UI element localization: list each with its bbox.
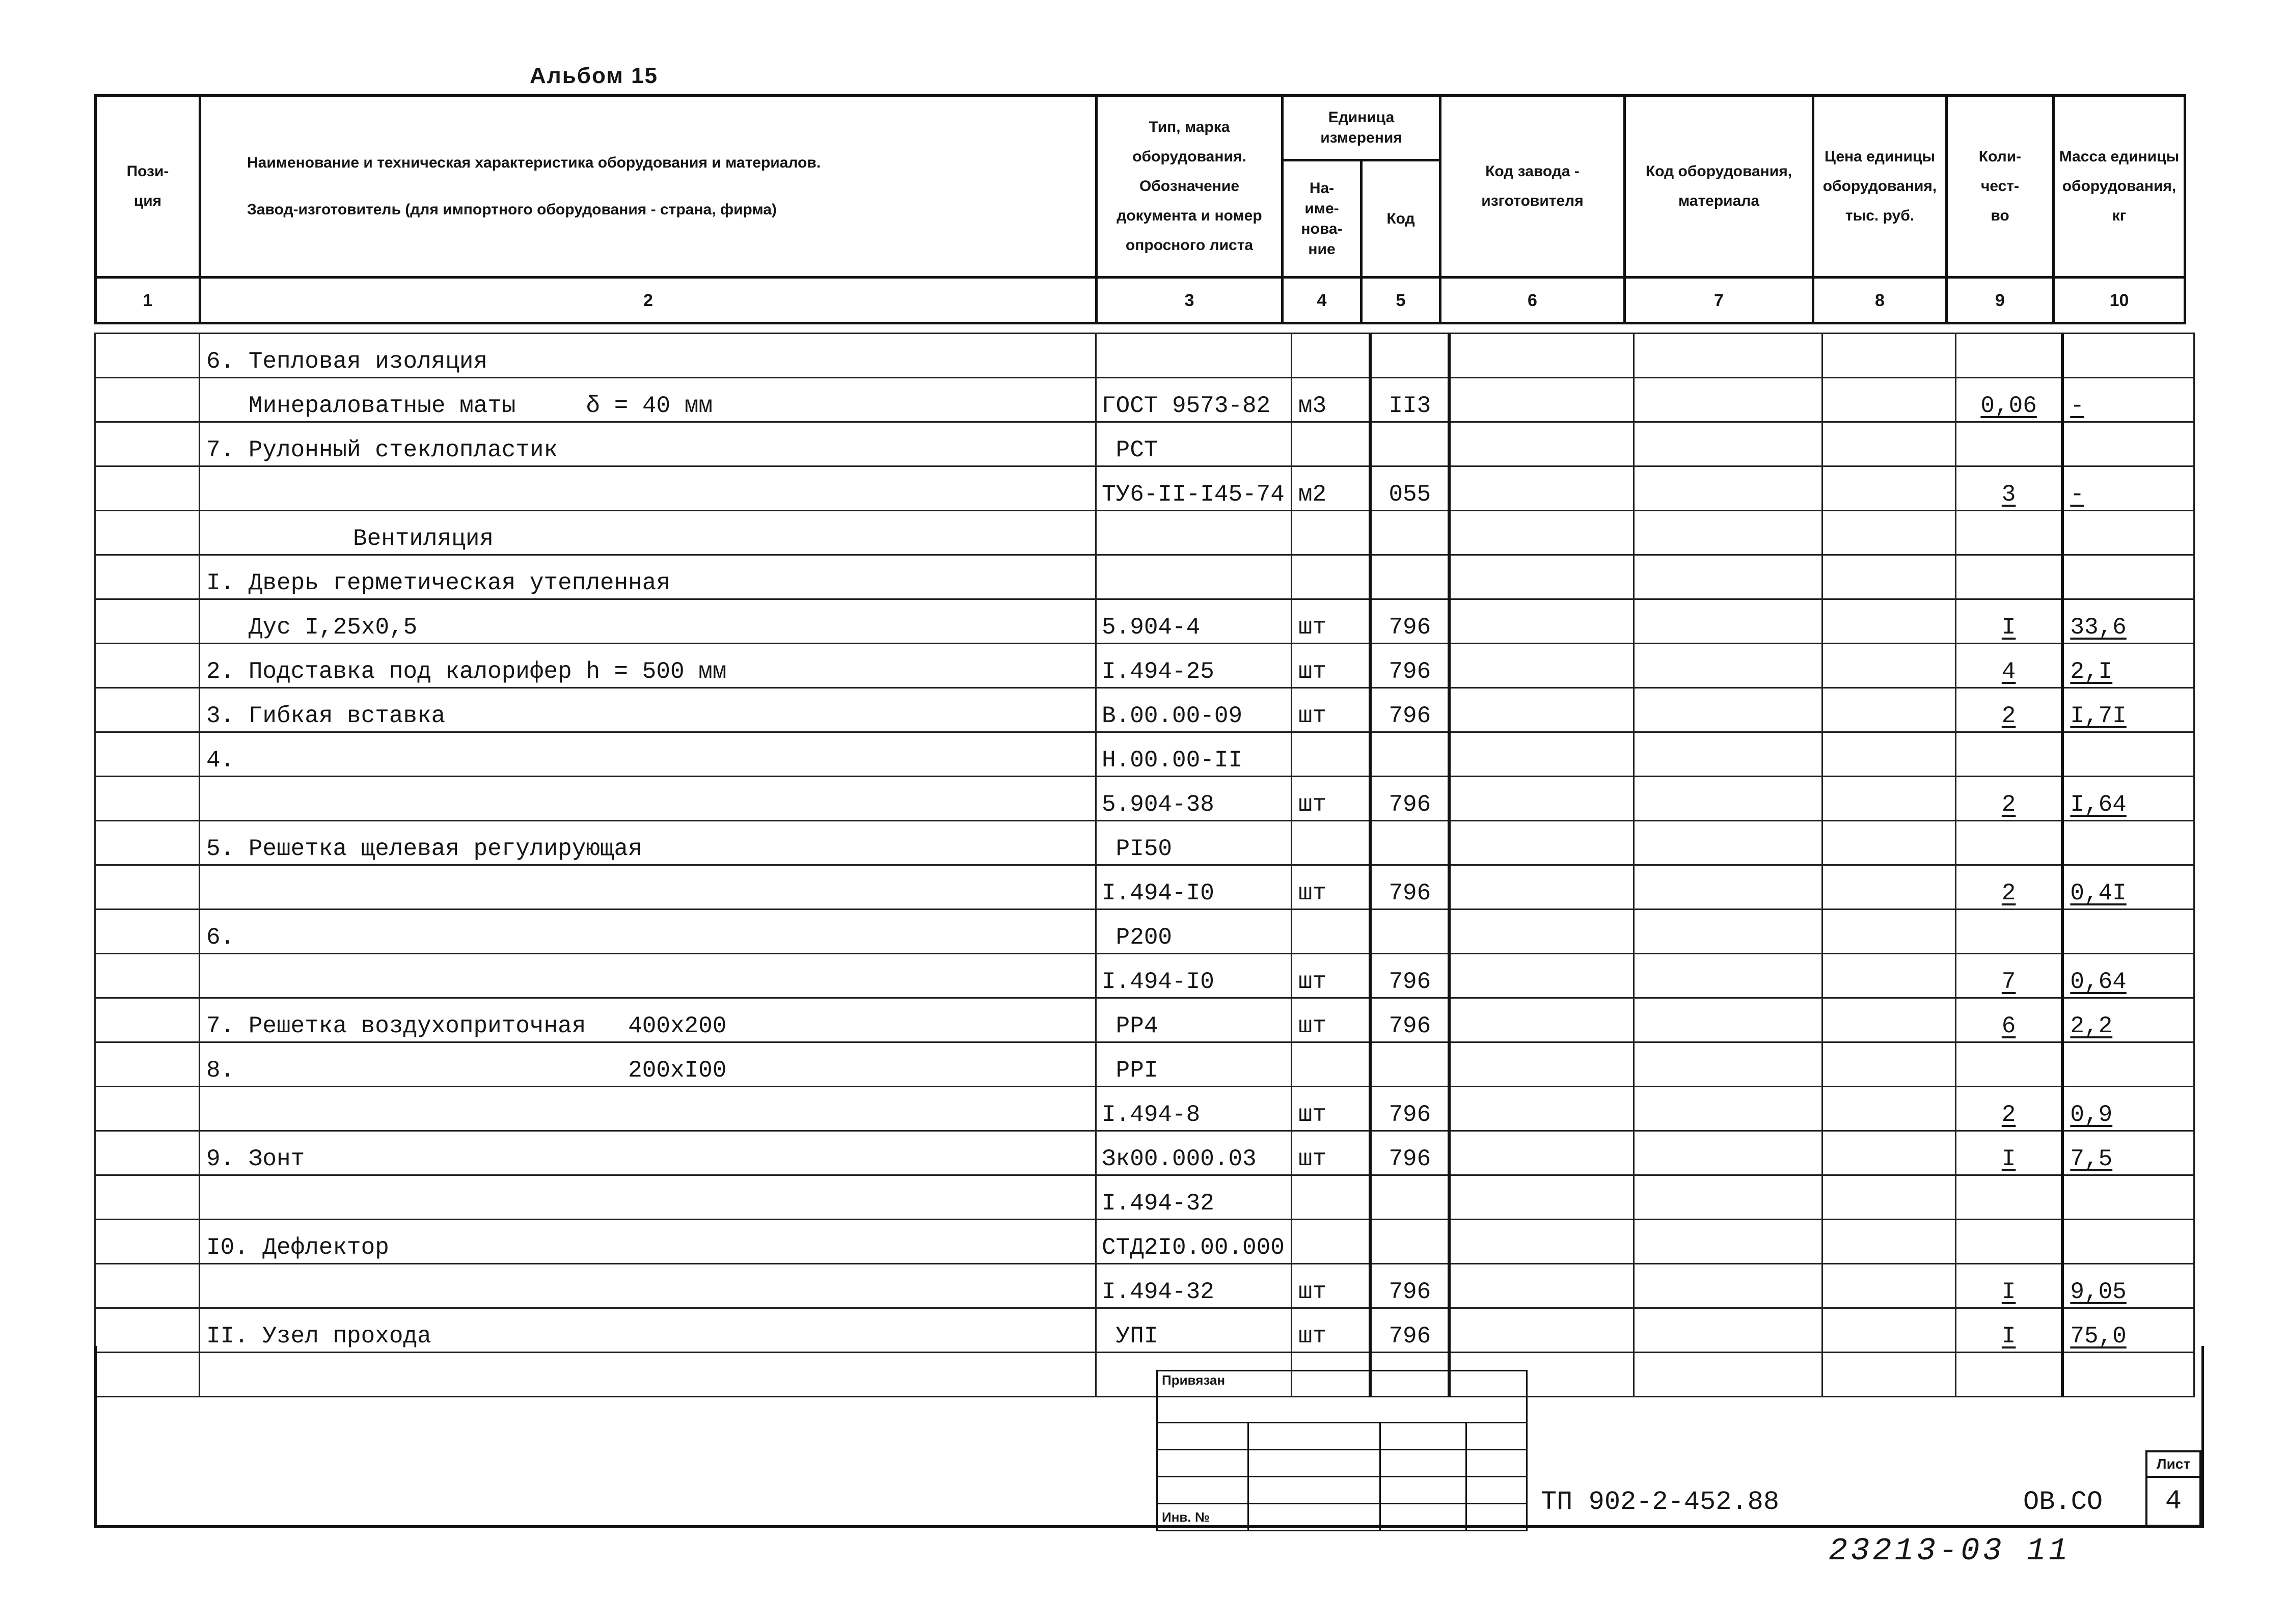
cell-unit-code: 796 bbox=[1370, 998, 1449, 1042]
cell-unit-code bbox=[1370, 1175, 1449, 1220]
cell-quantity bbox=[1955, 910, 2062, 954]
approval-stamp bbox=[1156, 1370, 1528, 1531]
cell-quantity: 2 bbox=[1955, 1087, 2062, 1131]
cell-unit bbox=[1291, 910, 1370, 954]
header-number: 9 bbox=[1947, 278, 2054, 323]
cell-unit-code bbox=[1370, 732, 1449, 777]
cell-document: PI50 bbox=[1096, 821, 1292, 865]
cell-position bbox=[95, 1264, 200, 1308]
cell-position bbox=[95, 910, 200, 954]
cell-plant-code bbox=[1449, 422, 1634, 466]
cell-equipment-code bbox=[1634, 865, 1822, 910]
cell-document: I.494-8 bbox=[1096, 1087, 1292, 1131]
cell-plant-code bbox=[1449, 555, 1634, 599]
cell-mass bbox=[2062, 422, 2194, 466]
cell-quantity: 2 bbox=[1955, 777, 2062, 821]
cell-position bbox=[95, 378, 200, 422]
cell-plant-code bbox=[1449, 1131, 1634, 1175]
cell-name: II. Узел прохода bbox=[200, 1308, 1096, 1353]
sheet-number: 4 bbox=[2146, 1477, 2200, 1526]
header-number: 10 bbox=[2054, 278, 2185, 323]
cell-name bbox=[200, 777, 1096, 821]
cell-equipment-code bbox=[1634, 688, 1822, 732]
cell-unit: шт bbox=[1291, 1308, 1370, 1353]
cell-unit-code bbox=[1370, 555, 1449, 599]
cell-price bbox=[1822, 422, 1955, 466]
cell-name bbox=[200, 865, 1096, 910]
cell-plant-code bbox=[1449, 1264, 1634, 1308]
cell-equipment-code bbox=[1634, 954, 1822, 998]
cell-unit: шт bbox=[1291, 954, 1370, 998]
cell-mass: - bbox=[2062, 378, 2194, 422]
table-row bbox=[95, 910, 2194, 954]
cell-document bbox=[1096, 511, 1292, 555]
cell-mass: - bbox=[2062, 466, 2194, 511]
cell-position bbox=[95, 1175, 200, 1220]
cell-document: В.00.00-09 bbox=[1096, 688, 1292, 732]
header-unit-group: Единица измерения bbox=[1283, 96, 1440, 160]
cell-quantity: 3 bbox=[1955, 466, 2062, 511]
inventory-label: Инв. № bbox=[1157, 1504, 1248, 1531]
cell-unit-code bbox=[1370, 334, 1449, 378]
cell-price bbox=[1822, 1087, 1955, 1131]
cell-unit-code: 796 bbox=[1370, 865, 1449, 910]
cell-equipment-code bbox=[1634, 422, 1822, 466]
cell-price bbox=[1822, 466, 1955, 511]
cell-equipment-code bbox=[1634, 1131, 1822, 1175]
cell-name: 3. Гибкая вставка bbox=[200, 688, 1096, 732]
header-number: 6 bbox=[1440, 278, 1625, 323]
cell-quantity bbox=[1955, 555, 2062, 599]
header-number: 7 bbox=[1625, 278, 1813, 323]
table-row bbox=[95, 821, 2194, 865]
cell-mass: I,7I bbox=[2062, 688, 2194, 732]
cell-name bbox=[200, 466, 1096, 511]
header-type: Тип, марка оборудования. Обозначение документа и номер опросного листа bbox=[1097, 96, 1283, 278]
cell-price bbox=[1822, 378, 1955, 422]
cell-quantity: 2 bbox=[1955, 865, 2062, 910]
cell-position bbox=[95, 954, 200, 998]
cell-unit: шт bbox=[1291, 599, 1370, 644]
cell-document: PPI bbox=[1096, 1042, 1292, 1087]
cell-position bbox=[95, 1131, 200, 1175]
cell-quantity bbox=[1955, 1042, 2062, 1087]
cell-price bbox=[1822, 954, 1955, 998]
cell-plant-code bbox=[1449, 732, 1634, 777]
cell-plant-code bbox=[1449, 777, 1634, 821]
table-row bbox=[95, 1175, 2194, 1220]
cell-unit-code: 796 bbox=[1370, 599, 1449, 644]
spec-header bbox=[94, 94, 2186, 324]
cell-unit: шт bbox=[1291, 644, 1370, 688]
cell-name: 8. 200xI00 bbox=[200, 1042, 1096, 1087]
table-row bbox=[95, 732, 2194, 777]
cell-unit-code bbox=[1370, 1042, 1449, 1087]
cell-position bbox=[95, 511, 200, 555]
cell-equipment-code bbox=[1634, 378, 1822, 422]
cell-plant-code bbox=[1449, 511, 1634, 555]
table-row bbox=[95, 688, 2194, 732]
table-row bbox=[95, 1087, 2194, 1131]
privyazan-label: Привязан bbox=[1157, 1371, 1527, 1423]
table-row bbox=[95, 334, 2194, 378]
cell-quantity: 4 bbox=[1955, 644, 2062, 688]
cell-quantity: 7 bbox=[1955, 954, 2062, 998]
cell-position bbox=[95, 644, 200, 688]
cell-plant-code bbox=[1449, 998, 1634, 1042]
cell-price bbox=[1822, 777, 1955, 821]
cell-unit bbox=[1291, 1175, 1370, 1220]
cell-name: Минераловатные маты δ = 40 мм bbox=[200, 378, 1096, 422]
table-row bbox=[95, 555, 2194, 599]
cell-name: I0. Дефлектор bbox=[200, 1220, 1096, 1264]
sheet-label: Лист bbox=[2146, 1451, 2200, 1477]
cell-unit: шт bbox=[1291, 688, 1370, 732]
album-title: Альбом 15 bbox=[530, 63, 658, 88]
header-plant-code: Код завода - изготовителя bbox=[1440, 96, 1625, 278]
header-number: 4 bbox=[1283, 278, 1362, 323]
cell-position bbox=[95, 555, 200, 599]
cell-name: 6. bbox=[200, 910, 1096, 954]
cell-unit-code: 796 bbox=[1370, 1308, 1449, 1353]
cell-price bbox=[1822, 1042, 1955, 1087]
cell-quantity bbox=[1955, 732, 2062, 777]
cell-mass: 33,6 bbox=[2062, 599, 2194, 644]
cell-plant-code bbox=[1449, 1087, 1634, 1131]
cell-position bbox=[95, 1087, 200, 1131]
document-code: ТП 902-2-452.88 bbox=[1541, 1487, 1780, 1517]
cell-quantity: I bbox=[1955, 1131, 2062, 1175]
cell-position bbox=[95, 865, 200, 910]
cell-unit: м3 bbox=[1291, 378, 1370, 422]
cell-position bbox=[95, 599, 200, 644]
cell-equipment-code bbox=[1634, 599, 1822, 644]
cell-equipment-code bbox=[1634, 777, 1822, 821]
cell-plant-code bbox=[1449, 821, 1634, 865]
header-name: Наименование и техническая характеристика оборудования и материалов. Завод-изготовитель (для импортного оборудования - страна, фирма) bbox=[200, 96, 1097, 278]
header-number: 5 bbox=[1362, 278, 1440, 323]
cell-name: 6. Тепловая изоляция bbox=[200, 334, 1096, 378]
cell-unit-code: 796 bbox=[1370, 1131, 1449, 1175]
handwritten-number: 23213-03 11 bbox=[1829, 1533, 2071, 1569]
cell-name: I. Дверь герметическая утепленная bbox=[200, 555, 1096, 599]
table-row bbox=[95, 954, 2194, 998]
cell-document bbox=[1096, 334, 1292, 378]
cell-unit-code: II3 bbox=[1370, 378, 1449, 422]
cell-mass: I,64 bbox=[2062, 777, 2194, 821]
cell-position bbox=[95, 998, 200, 1042]
cell-mass bbox=[2062, 821, 2194, 865]
header-number: 8 bbox=[1813, 278, 1947, 323]
header-unit-code: Код bbox=[1362, 160, 1440, 278]
cell-document: I.494-25 bbox=[1096, 644, 1292, 688]
spec-table bbox=[94, 333, 2195, 1397]
cell-equipment-code bbox=[1634, 466, 1822, 511]
cell-mass bbox=[2062, 1175, 2194, 1220]
cell-unit bbox=[1291, 821, 1370, 865]
cell-equipment-code bbox=[1634, 821, 1822, 865]
cell-quantity: I bbox=[1955, 599, 2062, 644]
cell-mass bbox=[2062, 1220, 2194, 1264]
cell-name: Вентиляция bbox=[200, 511, 1096, 555]
cell-mass: 0,4I bbox=[2062, 865, 2194, 910]
cell-unit-code bbox=[1370, 910, 1449, 954]
cell-unit: шт bbox=[1291, 1087, 1370, 1131]
cell-plant-code bbox=[1449, 865, 1634, 910]
cell-plant-code bbox=[1449, 644, 1634, 688]
cell-unit: шт bbox=[1291, 1264, 1370, 1308]
cell-mass bbox=[2062, 732, 2194, 777]
cell-quantity bbox=[1955, 1175, 2062, 1220]
cell-mass: 9,05 bbox=[2062, 1264, 2194, 1308]
cell-mass bbox=[2062, 910, 2194, 954]
cell-position bbox=[95, 1042, 200, 1087]
cell-position bbox=[95, 334, 200, 378]
cell-position bbox=[95, 1220, 200, 1264]
cell-unit bbox=[1291, 422, 1370, 466]
cell-unit-code: 796 bbox=[1370, 1087, 1449, 1131]
cell-equipment-code bbox=[1634, 1042, 1822, 1087]
cell-price bbox=[1822, 1175, 1955, 1220]
cell-equipment-code bbox=[1634, 511, 1822, 555]
cell-document: РСТ bbox=[1096, 422, 1292, 466]
cell-position bbox=[95, 466, 200, 511]
cell-price bbox=[1822, 511, 1955, 555]
cell-quantity bbox=[1955, 511, 2062, 555]
header-equipment-code: Код оборудования, материала bbox=[1625, 96, 1813, 278]
cell-unit: шт bbox=[1291, 1131, 1370, 1175]
cell-quantity bbox=[1955, 1220, 2062, 1264]
cell-equipment-code bbox=[1634, 910, 1822, 954]
cell-unit bbox=[1291, 1220, 1370, 1264]
header-mass: Масса единицы оборудования, кг bbox=[2054, 96, 2185, 278]
cell-unit bbox=[1291, 732, 1370, 777]
cell-mass: 2,I bbox=[2062, 644, 2194, 688]
cell-mass bbox=[2062, 334, 2194, 378]
sheet-code: ОВ.СО bbox=[2023, 1487, 2103, 1517]
cell-name: 4. bbox=[200, 732, 1096, 777]
cell-quantity bbox=[1955, 334, 2062, 378]
cell-price bbox=[1822, 1220, 1955, 1264]
cell-mass: 7,5 bbox=[2062, 1131, 2194, 1175]
cell-plant-code bbox=[1449, 910, 1634, 954]
cell-price bbox=[1822, 732, 1955, 777]
cell-document: ГОСТ 9573-82 bbox=[1096, 378, 1292, 422]
cell-price bbox=[1822, 1264, 1955, 1308]
cell-unit-code bbox=[1370, 511, 1449, 555]
cell-price bbox=[1822, 910, 1955, 954]
cell-plant-code bbox=[1449, 688, 1634, 732]
cell-quantity: 2 bbox=[1955, 688, 2062, 732]
cell-quantity: 0,06 bbox=[1955, 378, 2062, 422]
cell-mass bbox=[2062, 511, 2194, 555]
cell-equipment-code bbox=[1634, 1087, 1822, 1131]
cell-name bbox=[200, 954, 1096, 998]
cell-name bbox=[200, 1087, 1096, 1131]
table-row bbox=[95, 599, 2194, 644]
cell-unit-code: 796 bbox=[1370, 777, 1449, 821]
cell-mass: 0,9 bbox=[2062, 1087, 2194, 1131]
cell-price bbox=[1822, 555, 1955, 599]
cell-quantity: I bbox=[1955, 1264, 2062, 1308]
cell-equipment-code bbox=[1634, 555, 1822, 599]
cell-name bbox=[200, 1264, 1096, 1308]
cell-unit: шт bbox=[1291, 865, 1370, 910]
cell-document bbox=[1096, 555, 1292, 599]
cell-price bbox=[1822, 998, 1955, 1042]
cell-plant-code bbox=[1449, 378, 1634, 422]
cell-document: СТД2I0.00.000 bbox=[1096, 1220, 1292, 1264]
header-price: Цена единицы оборудования, тыс. руб. bbox=[1813, 96, 1947, 278]
table-row bbox=[95, 865, 2194, 910]
table-row bbox=[95, 1042, 2194, 1087]
cell-unit-code: 796 bbox=[1370, 644, 1449, 688]
cell-document: P200 bbox=[1096, 910, 1292, 954]
cell-position bbox=[95, 821, 200, 865]
cell-quantity: I bbox=[1955, 1308, 2062, 1353]
cell-unit-code bbox=[1370, 821, 1449, 865]
table-row bbox=[95, 422, 2194, 466]
header-unit-name: На- име- нова- ние bbox=[1283, 160, 1362, 278]
cell-document: I.494-I0 bbox=[1096, 954, 1292, 998]
cell-price bbox=[1822, 688, 1955, 732]
table-row bbox=[95, 1264, 2194, 1308]
cell-unit-code: 055 bbox=[1370, 466, 1449, 511]
table-row bbox=[95, 1131, 2194, 1175]
cell-document: I.494-32 bbox=[1096, 1175, 1292, 1220]
cell-document: 5.904-4 bbox=[1096, 599, 1292, 644]
cell-equipment-code bbox=[1634, 644, 1822, 688]
title-block-frame bbox=[94, 1346, 2204, 1528]
cell-document: ТУ6-II-I45-74 bbox=[1096, 466, 1292, 511]
cell-name: 9. Зонт bbox=[200, 1131, 1096, 1175]
table-row bbox=[95, 644, 2194, 688]
cell-position bbox=[95, 732, 200, 777]
cell-quantity bbox=[1955, 422, 2062, 466]
cell-document: Н.00.00-II bbox=[1096, 732, 1292, 777]
table-row bbox=[95, 511, 2194, 555]
cell-price bbox=[1822, 599, 1955, 644]
cell-unit-code: 796 bbox=[1370, 688, 1449, 732]
cell-mass bbox=[2062, 555, 2194, 599]
cell-unit-code: 796 bbox=[1370, 1264, 1449, 1308]
cell-price bbox=[1822, 644, 1955, 688]
cell-plant-code bbox=[1449, 466, 1634, 511]
cell-document: I.494-32 bbox=[1096, 1264, 1292, 1308]
cell-document: Зк00.000.03 bbox=[1096, 1131, 1292, 1175]
cell-equipment-code bbox=[1634, 732, 1822, 777]
cell-name: 2. Подставка под калорифер h = 500 мм bbox=[200, 644, 1096, 688]
cell-plant-code bbox=[1449, 334, 1634, 378]
cell-price bbox=[1822, 1131, 1955, 1175]
cell-name: 7. Решетка воздухоприточная 400x200 bbox=[200, 998, 1096, 1042]
table-row bbox=[95, 777, 2194, 821]
cell-plant-code bbox=[1449, 1175, 1634, 1220]
header-quantity: Коли- чест- во bbox=[1947, 96, 2054, 278]
cell-unit bbox=[1291, 555, 1370, 599]
cell-plant-code bbox=[1449, 954, 1634, 998]
cell-document: УПI bbox=[1096, 1308, 1292, 1353]
cell-unit-code: 796 bbox=[1370, 954, 1449, 998]
cell-equipment-code bbox=[1634, 1175, 1822, 1220]
header-number: 2 bbox=[200, 278, 1097, 323]
table-row bbox=[95, 1220, 2194, 1264]
cell-unit: м2 bbox=[1291, 466, 1370, 511]
cell-unit bbox=[1291, 511, 1370, 555]
cell-plant-code bbox=[1449, 599, 1634, 644]
cell-unit bbox=[1291, 1042, 1370, 1087]
table-row bbox=[95, 378, 2194, 422]
sheet-number-box bbox=[2145, 1450, 2201, 1527]
cell-quantity bbox=[1955, 821, 2062, 865]
cell-name: Дус I,25x0,5 bbox=[200, 599, 1096, 644]
cell-equipment-code bbox=[1634, 334, 1822, 378]
cell-plant-code bbox=[1449, 1220, 1634, 1264]
cell-position bbox=[95, 688, 200, 732]
cell-mass: 2,2 bbox=[2062, 998, 2194, 1042]
header-number: 1 bbox=[96, 278, 200, 323]
cell-document: 5.904-38 bbox=[1096, 777, 1292, 821]
cell-unit: шт bbox=[1291, 998, 1370, 1042]
header-number: 3 bbox=[1097, 278, 1283, 323]
cell-name bbox=[200, 1175, 1096, 1220]
cell-equipment-code bbox=[1634, 998, 1822, 1042]
cell-mass: 0,64 bbox=[2062, 954, 2194, 998]
cell-name: 5. Решетка щелевая регулирующая bbox=[200, 821, 1096, 865]
cell-price bbox=[1822, 334, 1955, 378]
cell-equipment-code bbox=[1634, 1264, 1822, 1308]
cell-position bbox=[95, 422, 200, 466]
cell-unit-code bbox=[1370, 1220, 1449, 1264]
cell-name: 7. Рулонный стеклопластик bbox=[200, 422, 1096, 466]
cell-plant-code bbox=[1449, 1042, 1634, 1087]
cell-position bbox=[95, 777, 200, 821]
table-row bbox=[95, 998, 2194, 1042]
cell-price bbox=[1822, 865, 1955, 910]
cell-unit-code bbox=[1370, 422, 1449, 466]
cell-mass: 75,0 bbox=[2062, 1308, 2194, 1353]
cell-unit: шт bbox=[1291, 777, 1370, 821]
cell-price bbox=[1822, 821, 1955, 865]
cell-mass bbox=[2062, 1042, 2194, 1087]
cell-unit bbox=[1291, 334, 1370, 378]
cell-equipment-code bbox=[1634, 1220, 1822, 1264]
cell-quantity: 6 bbox=[1955, 998, 2062, 1042]
cell-document: I.494-I0 bbox=[1096, 865, 1292, 910]
table-row bbox=[95, 466, 2194, 511]
cell-document: PP4 bbox=[1096, 998, 1292, 1042]
header-position: Пози- ция bbox=[96, 96, 200, 278]
